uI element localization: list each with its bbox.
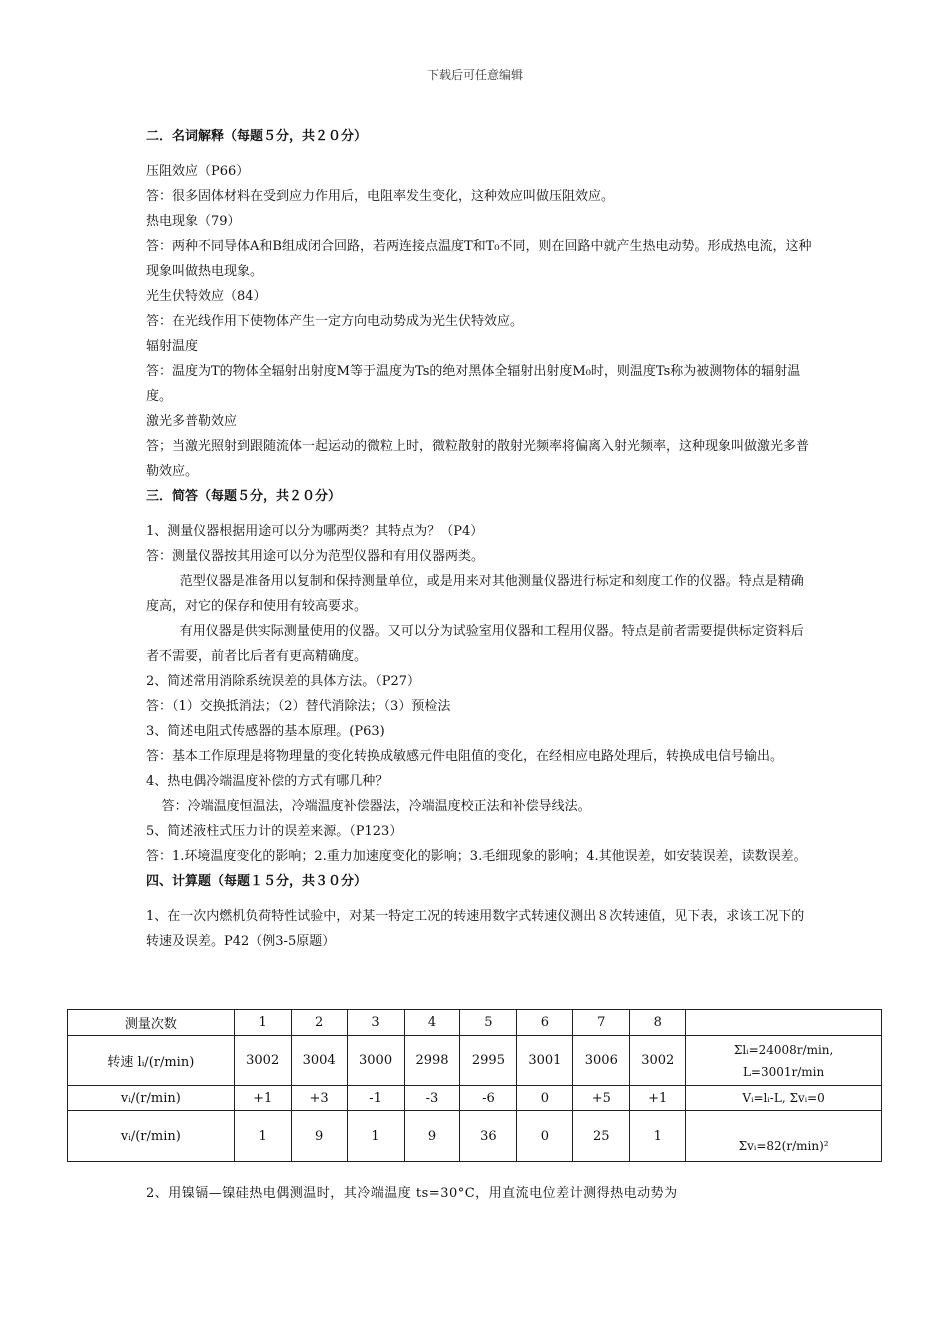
question-4-1: 1、在一次内燃机负荷特性试验中，对某一特定工况的转速用数字式转速仪测出８次转速值，见下表，求该工况下的转速及误差。P42（例3-5原题） <box>146 909 805 949</box>
question-3-4: 4、热电偶冷端温度补偿的方式有哪几种？ <box>146 774 389 789</box>
table-cell: -3 <box>404 1086 460 1111</box>
section-2-title: 二．名词解释（每题５分，共２０分） <box>146 129 368 144</box>
table-cell <box>686 1010 882 1036</box>
table-cell: 7 <box>573 1010 630 1036</box>
table-cell: 5 <box>460 1010 517 1036</box>
table-cell: 3006 <box>573 1036 630 1086</box>
table-cell: 3004 <box>291 1036 347 1086</box>
table-cell: +1 <box>630 1086 686 1111</box>
answer-3-1: 答：测量仪器按其用途可以分为范型仪器和有用仪器两类。 <box>146 549 485 564</box>
question-3-5: 5、简述液柱式压力计的误差来源。（P123） <box>146 824 403 839</box>
answer-3-1-para-3: 有用仪器是供实际测量使用的仪器。又可以分为试验室用仪器和工程用仪器。特点是前者需要提供标定资料后者不需要，前者比后者有更高精确度。 <box>146 624 804 664</box>
table-cell: Vᵢ=lᵢ-L, Σvᵢ=0 <box>686 1086 882 1111</box>
table-cell: 0 <box>517 1086 573 1111</box>
table-cell: 1 <box>234 1010 291 1036</box>
table-cell: Σvᵢ=82(r/min)² <box>686 1111 882 1162</box>
table-cell: 3001 <box>517 1036 573 1086</box>
term-4: 辐射温度 <box>146 339 199 354</box>
table-cell: 25 <box>573 1111 630 1162</box>
question-3-2: 2、简述常用消除系统误差的具体方法。（P27） <box>146 674 421 689</box>
question-4-2: 2、用镍镉—镍硅热电偶测温时，其冷端温度 ts=30°C，用直流电位差计测得热电动势为 <box>146 1186 678 1201</box>
table-cell: 2998 <box>404 1036 460 1086</box>
table-row <box>68 1010 882 1036</box>
page-header: 下载后可任意编辑 <box>426 68 523 82</box>
table-cell: 4 <box>404 1010 460 1036</box>
main-content <box>146 124 812 954</box>
question-3-1: 1、测量仪器根据用途可以分为哪两类？其特点为？（P4） <box>146 524 484 539</box>
table-cell: +3 <box>291 1086 347 1111</box>
table-cell: 3002 <box>234 1036 291 1086</box>
table-cell: vᵢ/(r/min) <box>68 1111 235 1162</box>
table-cell: 9 <box>404 1111 460 1162</box>
table-cell: +5 <box>573 1086 630 1111</box>
answer-3-4: 答：冷端温度恒温法，冷端温度补偿器法，冷端温度校正法和补偿导线法。 <box>161 799 591 814</box>
section-3-title: 三．简答（每题５分，共２０分） <box>146 489 342 504</box>
table-cell: -6 <box>460 1086 517 1111</box>
answer-5: 答；当激光照射到跟随流体一起运动的微粒上时，微粒散射的散射光频率将偏离入射光频率，这种现象叫做激光多普勒效应。 <box>146 439 810 479</box>
table-cell: -1 <box>347 1086 404 1111</box>
table-cell: 0 <box>517 1111 573 1162</box>
table-cell: 6 <box>517 1010 573 1036</box>
table-cell: 3000 <box>347 1036 404 1086</box>
answer-3-2: 答：（1）交换抵消法；（2）替代消除法；（3）预检法 <box>146 699 451 714</box>
table-cell: 1 <box>630 1111 686 1162</box>
term-1: 压阻效应（P66） <box>146 164 250 179</box>
answer-1: 答：很多固体材料在受到应力作用后，电阻率发生变化，这种效应叫做压阻效应。 <box>146 189 615 204</box>
answer-2: 答：两种不同导体A和B组成闭合回路，若两连接点温度T和T₀不同，则在回路中就产生热电动势。形成热电流，这种现象叫做热电现象。 <box>146 239 812 279</box>
table-cell: 9 <box>291 1111 347 1162</box>
speed-measurement-table <box>67 1009 882 1162</box>
answer-3-5: 答：1.环境温度变化的影响；2.重力加速度变化的影响；3.毛细现象的影响；4.其他误差，如安装误差，读数误差。 <box>146 849 807 864</box>
table-cell: 3 <box>347 1010 404 1036</box>
term-5: 激光多普勒效应 <box>146 414 238 429</box>
table-row <box>68 1036 882 1086</box>
question-3-3: 3、简述电阻式传感器的基本原理。(P63) <box>146 724 385 739</box>
table-row <box>68 1086 882 1111</box>
table-cell: 1 <box>234 1111 291 1162</box>
table-cell: vᵢ/(r/min) <box>68 1086 235 1111</box>
table-cell: 2 <box>291 1010 347 1036</box>
sum-line-2: L=3001r/min <box>742 1064 825 1079</box>
answer-3-3: 答：基本工作原理是将物理量的变化转换成敏感元件电阻值的变化，在经相应电路处理后，转换成电信号输出。 <box>146 749 784 764</box>
sum-line-1: Σlᵢ=24008r/min, <box>733 1042 834 1057</box>
table-cell: 转速 lᵢ/(r/min) <box>68 1036 235 1086</box>
table-cell: +1 <box>234 1086 291 1111</box>
table-cell: 测量次数 <box>68 1010 235 1036</box>
table-cell: 2995 <box>460 1036 517 1086</box>
answer-4: 答：温度为T的物体全辐射出射度M等于温度为Ts的绝对黑体全辐射出射度M₀时，则温度Ts称为被测物体的辐射温度。 <box>146 364 801 404</box>
answer-3: 答：在光线作用下使物体产生一定方向电动势成为光生伏特效应。 <box>146 314 524 329</box>
table-cell: 36 <box>460 1111 517 1162</box>
term-2: 热电现象（79） <box>146 214 241 229</box>
table-cell: 8 <box>630 1010 686 1036</box>
section-4-title: 四、计算题（每题１５分，共３０分） <box>146 874 368 889</box>
table-row <box>68 1111 882 1162</box>
term-3: 光生伏特效应（84） <box>146 289 267 304</box>
answer-3-1-para-2: 范型仪器是准备用以复制和保持测量单位，或是用来对其他测量仪器进行标定和刻度工作的仪器。特点是精确度高，对它的保存和使用有较高要求。 <box>146 574 804 614</box>
table-cell: 3002 <box>630 1036 686 1086</box>
table-cell: 1 <box>347 1111 404 1162</box>
table-cell-summary <box>686 1036 882 1086</box>
